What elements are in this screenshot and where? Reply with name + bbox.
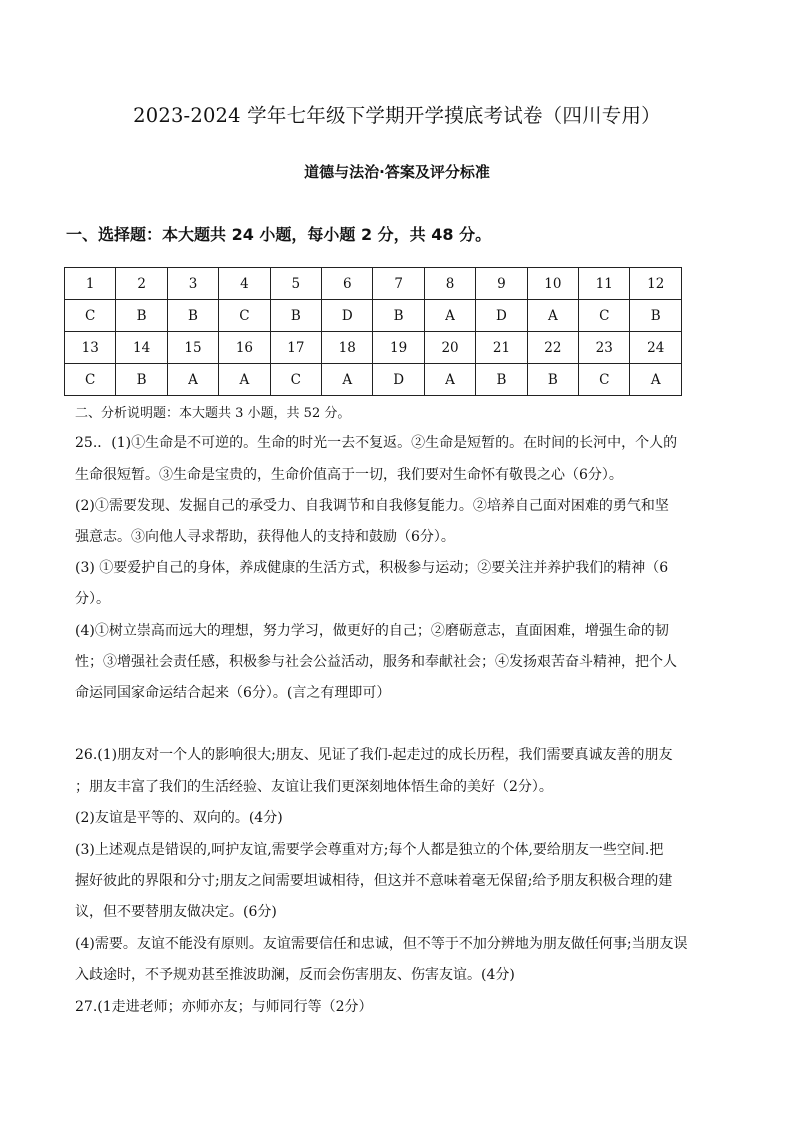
table-cell: B <box>373 300 424 332</box>
table-cell: 8 <box>424 268 475 300</box>
q25-line: 生命很短暂。③生命是宝贵的，生命价值高于一切，我们要对生命怀有敬畏之心（6分）。 <box>75 467 623 483</box>
table-row-numbers-1 <box>65 268 682 300</box>
table-cell: 3 <box>167 268 218 300</box>
q25-line: 25.．(1)①生命是不可逆的。生命的时光一去不复返。②生命是短暂的。在时间的长河中，个人的 <box>75 435 678 451</box>
table-cell: 17 <box>270 332 321 364</box>
table-cell: B <box>270 300 321 332</box>
q25-line: 分）。 <box>75 591 110 607</box>
table-row-numbers-2 <box>65 332 682 364</box>
table-cell: A <box>424 300 475 332</box>
table-cell: C <box>219 300 270 332</box>
table-cell: 16 <box>219 332 270 364</box>
table-cell: 10 <box>527 268 578 300</box>
table-cell: 2 <box>116 268 167 300</box>
table-cell: C <box>270 364 321 396</box>
q25-line: 命运同国家命运结合起来（6分）。(言之有理即可） <box>75 685 391 701</box>
table-cell: C <box>579 300 630 332</box>
q27-line: 27.(1走进老师；亦师亦友；与师同行等（2分） <box>75 999 373 1015</box>
table-cell: C <box>65 300 116 332</box>
table-cell: B <box>116 300 167 332</box>
table-cell: 9 <box>476 268 527 300</box>
table-cell: 23 <box>579 332 630 364</box>
table-cell: D <box>322 300 373 332</box>
page-title: 2023-2024 学年七年级下学期开学摸底考试卷（四川专用） <box>133 104 661 127</box>
table-cell: 18 <box>322 332 373 364</box>
table-cell: 11 <box>579 268 630 300</box>
table-cell: 21 <box>476 332 527 364</box>
table-cell: 13 <box>65 332 116 364</box>
table-cell: D <box>476 300 527 332</box>
table-cell: A <box>322 364 373 396</box>
table-cell: A <box>167 364 218 396</box>
table-cell: 19 <box>373 332 424 364</box>
section1-heading: 一、选择题：本大题共 24 小题，每小题 2 分，共 48 分。 <box>66 225 492 244</box>
table-cell: 5 <box>270 268 321 300</box>
q25-line: (2)①需要发现、发掘自己的承受力、自我调节和自我修复能力。②培养自己面对困难的勇气和坚 <box>75 498 669 514</box>
table-cell: 24 <box>630 332 682 364</box>
table-cell: B <box>527 364 578 396</box>
q26-line: (2)友谊是平等的、双向的。(4分) <box>75 810 283 826</box>
table-cell: 7 <box>373 268 424 300</box>
table-cell: 15 <box>167 332 218 364</box>
q26-line: (3)上述观点是错误的,呵护友谊,需要学会尊重对方;每个人都是独立的个体,要给朋友一些空间.把 <box>75 842 664 858</box>
table-cell: 14 <box>116 332 167 364</box>
table-cell: D <box>373 364 424 396</box>
table-cell: 1 <box>65 268 116 300</box>
q26-line: (4)需要。友谊不能没有原则。友谊需要信任和忠诚，但不等于不加分辨地为朋友做任何事;当朋友误 <box>75 936 688 952</box>
table-cell: 6 <box>322 268 373 300</box>
table-cell: A <box>424 364 475 396</box>
table-cell: B <box>630 300 682 332</box>
table-cell: B <box>476 364 527 396</box>
table-cell: A <box>219 364 270 396</box>
q25-line: (4)①树立崇高而远大的理想，努力学习，做更好的自己；②磨砺意志，直面困难，增强生命的韧 <box>75 623 669 639</box>
table-row-answers-1 <box>65 300 682 332</box>
q25-line: (3) ①要爱护自己的身体，养成健康的生活方式，积极参与运动；②要关注并养护我们的精神（6 <box>75 560 669 576</box>
table-cell: 20 <box>424 332 475 364</box>
q26-line: 26.(1)朋友对一个人的影响很大;朋友、见证了我们-起走过的成长历程，我们需要真诚友善的朋友 <box>75 747 673 763</box>
table-cell: C <box>65 364 116 396</box>
table-row-answers-2 <box>65 364 682 396</box>
section2-heading: 二、分析说明题：本大题共 3 小题，共 52 分。 <box>75 406 351 421</box>
table-cell: 4 <box>219 268 270 300</box>
q25-line: 性；③增强社会责任感，积极参与社会公益活动，服务和奉献社会；④发扬艰苦奋斗精神，把个人 <box>75 654 677 670</box>
page-subtitle: 道德与法治·答案及评分标准 <box>304 163 490 181</box>
table-cell: A <box>630 364 682 396</box>
table-cell: B <box>116 364 167 396</box>
table-cell: B <box>167 300 218 332</box>
table-cell: 22 <box>527 332 578 364</box>
q25-line: 强意志。③向他人寻求帮助，获得他人的支持和鼓励（6分）。 <box>75 529 455 545</box>
q26-line: 握好彼此的界限和分寸;朋友之间需要坦诚相待，但这并不意味着毫无保留;给予朋友积极合理的建 <box>75 873 673 889</box>
q26-line: ；朋友丰富了我们的生活经验、友谊让我们更深刻地体悟生命的美好（2分）。 <box>75 779 553 795</box>
answer-table <box>64 267 682 396</box>
table-cell: C <box>579 364 630 396</box>
q26-line: 议，但不要替朋友做决定。(6分) <box>75 904 277 920</box>
table-cell: A <box>527 300 578 332</box>
table-cell: 12 <box>630 268 682 300</box>
q26-line: 入歧途时，不予规劝甚至推波助澜，反而会伤害朋友、伤害友谊。(4分) <box>75 967 515 983</box>
